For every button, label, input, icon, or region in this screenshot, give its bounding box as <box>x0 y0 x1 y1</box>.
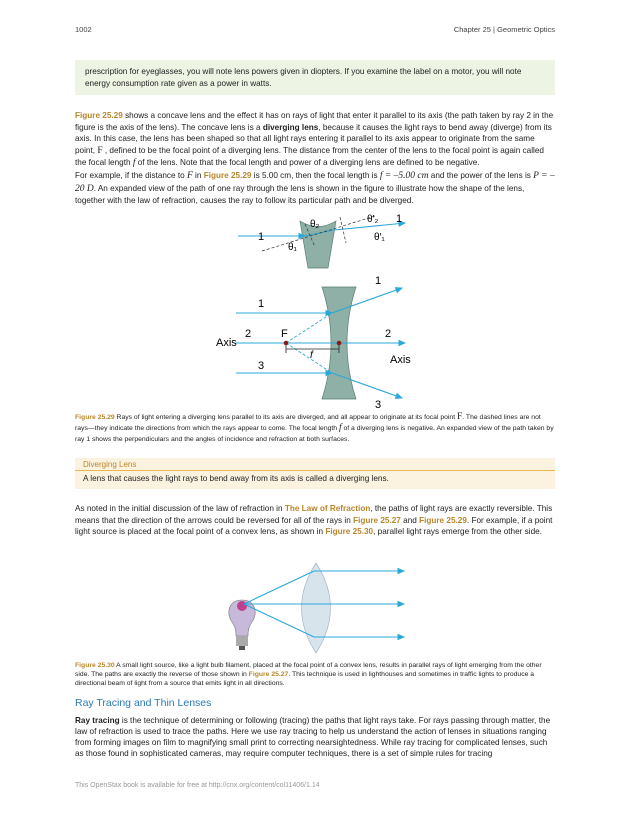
math-equation: P = –20 D <box>75 171 555 194</box>
math-f: f <box>338 423 342 433</box>
text-run: and <box>400 515 420 525</box>
math-F: F <box>97 145 103 156</box>
text-run: shows a concave lens and the effect it has on rays of light that enter it parallel to its axis (the path taken by ray 2 in the figure is the axis of the lens). The concave lens is a <box>75 111 554 132</box>
chapter-title: Chapter 25 | Geometric Optics <box>453 25 555 34</box>
label-theta2: θ₂ <box>310 219 320 230</box>
text-run: is the technique of determining or following (tracing) the paths that light rays take. For rays passing through matter, the law of refraction is used to trace the paths. Here we use ray tracing to help us understand the action of lenses in situations ranging from forming images on film to magnifying small print to correcting nearsightedness. While ray tracing for complicated lenses, such as those found in sophisticated cameras, may require computer techniques, there is a set of simple rules for tracing <box>75 716 551 758</box>
text-run: For example, if the distance to <box>75 171 187 180</box>
label-ray2: 2 <box>245 328 252 340</box>
paragraph-reversible <box>75 503 555 538</box>
text-run: is 5.00 cm, then the focal length is <box>251 171 380 180</box>
text-run: . For example, if a point light source is placed at the focal point of a convex lens, as shown in <box>75 515 553 536</box>
text-run: Rays of light entering a diverging lens parallel to its axis are diverged, and all appear to originate at its focal point <box>114 414 457 421</box>
label-f: f <box>310 350 313 361</box>
figure-link[interactable]: Figure 25.30 <box>325 527 374 536</box>
caption-figure-25-30 <box>75 661 555 688</box>
label-axis-right: Axis <box>390 354 411 366</box>
footer-text: This OpenStax book is available for free at http://cnx.org/content/col11406/1.14 <box>75 782 320 789</box>
text-run: of a diverging lens is negative. An expanded view of the path taken by ray 1 shows the perpendiculars and the angles of incidence and refraction at both surfaces. <box>75 425 554 443</box>
figure-link[interactable]: Figure 25.29 <box>75 111 123 120</box>
label-ray2-out: 2 <box>385 328 392 340</box>
section-link[interactable]: The Law of Refraction <box>284 504 371 513</box>
text-run: in <box>192 171 204 180</box>
label-theta2-prime: θ′₂ <box>367 214 379 225</box>
label-axis: Axis <box>216 337 237 349</box>
text-run: . This technique is used in lighthouses and sometimes in traffic lights to produce a directional beam of light from a source that emits light in all directions. <box>75 671 535 687</box>
figure-link[interactable]: Figure 25.29 <box>419 515 467 525</box>
text-run: and the power of the lens is <box>428 171 534 180</box>
label-ray-1-out: 1 <box>396 213 403 225</box>
figure-link[interactable]: Figure 25.29 <box>203 171 252 180</box>
math-F: F <box>456 412 463 422</box>
label-ray1-out: 1 <box>375 275 382 287</box>
ray1-dashed <box>286 313 332 343</box>
label-theta1-prime: θ′₁ <box>374 232 385 243</box>
focal-point-F <box>284 341 289 346</box>
text-run: , because it causes the light rays to bend away (diverge) from its axis. In this case, the lens has been shaped so that all light rays entering it parallel to its axis appear to originate from the same point, <box>75 122 552 155</box>
text-run: A small light source, like a light bulb filament, placed at the focal point of a convex lens, results in parallel rays of light emerging from the other side. The paths are exactly the reverse of those shown in <box>75 662 542 678</box>
note-text: prescription for eyeglasses, you will note lens powers given in diopters. If you examine the label on a motor, you will note energy consumption rate given as a power in watts. <box>85 67 522 88</box>
label-ray-1: 1 <box>258 231 265 243</box>
label-ray3: 3 <box>258 360 265 372</box>
text-run: , the paths of light rays are exactly reversible. This means that the direction of the arrows could be reversed for all of the rays in <box>75 504 553 525</box>
definition-term: Diverging Lens <box>83 460 137 469</box>
definition-divider <box>75 470 555 471</box>
figure-link[interactable]: Figure 25.27 <box>248 671 289 678</box>
bold-term: diverging lens <box>262 122 319 132</box>
definition-text: A lens that causes the light rays to bend away from its axis is called a diverging lens. <box>83 474 389 483</box>
caption-figure-25-29 <box>75 412 555 445</box>
section-heading: Ray Tracing and Thin Lenses <box>75 697 212 709</box>
math-f: f <box>132 158 136 168</box>
label-ray3-out: 3 <box>375 399 382 411</box>
convex-lens <box>302 563 331 653</box>
math-F: F <box>186 171 193 181</box>
page-number: 1002 <box>75 25 92 34</box>
definition-box <box>75 458 555 489</box>
text-run: , defined to be the focal point of a diverging lens. The distance from the center of the lens to the focal point is again called the focal length <box>75 145 544 167</box>
label-theta1: θ₁ <box>288 242 297 253</box>
caption-label: Figure 25.30 <box>75 662 115 669</box>
text-run: . The dashed lines are not rays—they indicate the directions from which the rays appear to come. The focal length <box>75 414 541 432</box>
text-run: , parallel light rays emerge from the other side. <box>373 527 542 536</box>
figure-link[interactable]: Figure 25.27 <box>353 515 401 525</box>
focal-point-center <box>337 341 342 346</box>
text-run: . An expanded view of the path of one ray through the lens is shown in the figure to illustrate how the shape of the lens, together with the law of refraction, causes the ray to follow its particular path and be diverged. <box>75 183 525 205</box>
paragraph-ray-tracing <box>75 715 555 759</box>
math-equation: f = –5.00 cm <box>379 171 429 181</box>
caption-label: Figure 25.29 <box>75 414 115 421</box>
text-run: As noted in the initial discussion of the law of refraction in <box>75 504 285 513</box>
dashed-normal <box>340 217 346 243</box>
bold-term: Ray tracing <box>75 716 120 725</box>
label-F: F <box>281 328 288 340</box>
ray3-dashed <box>286 343 332 373</box>
label-ray1: 1 <box>258 298 265 310</box>
text-run: of the lens. Note that the focal length and power of a diverging lens are defined to be negative. <box>135 158 480 167</box>
